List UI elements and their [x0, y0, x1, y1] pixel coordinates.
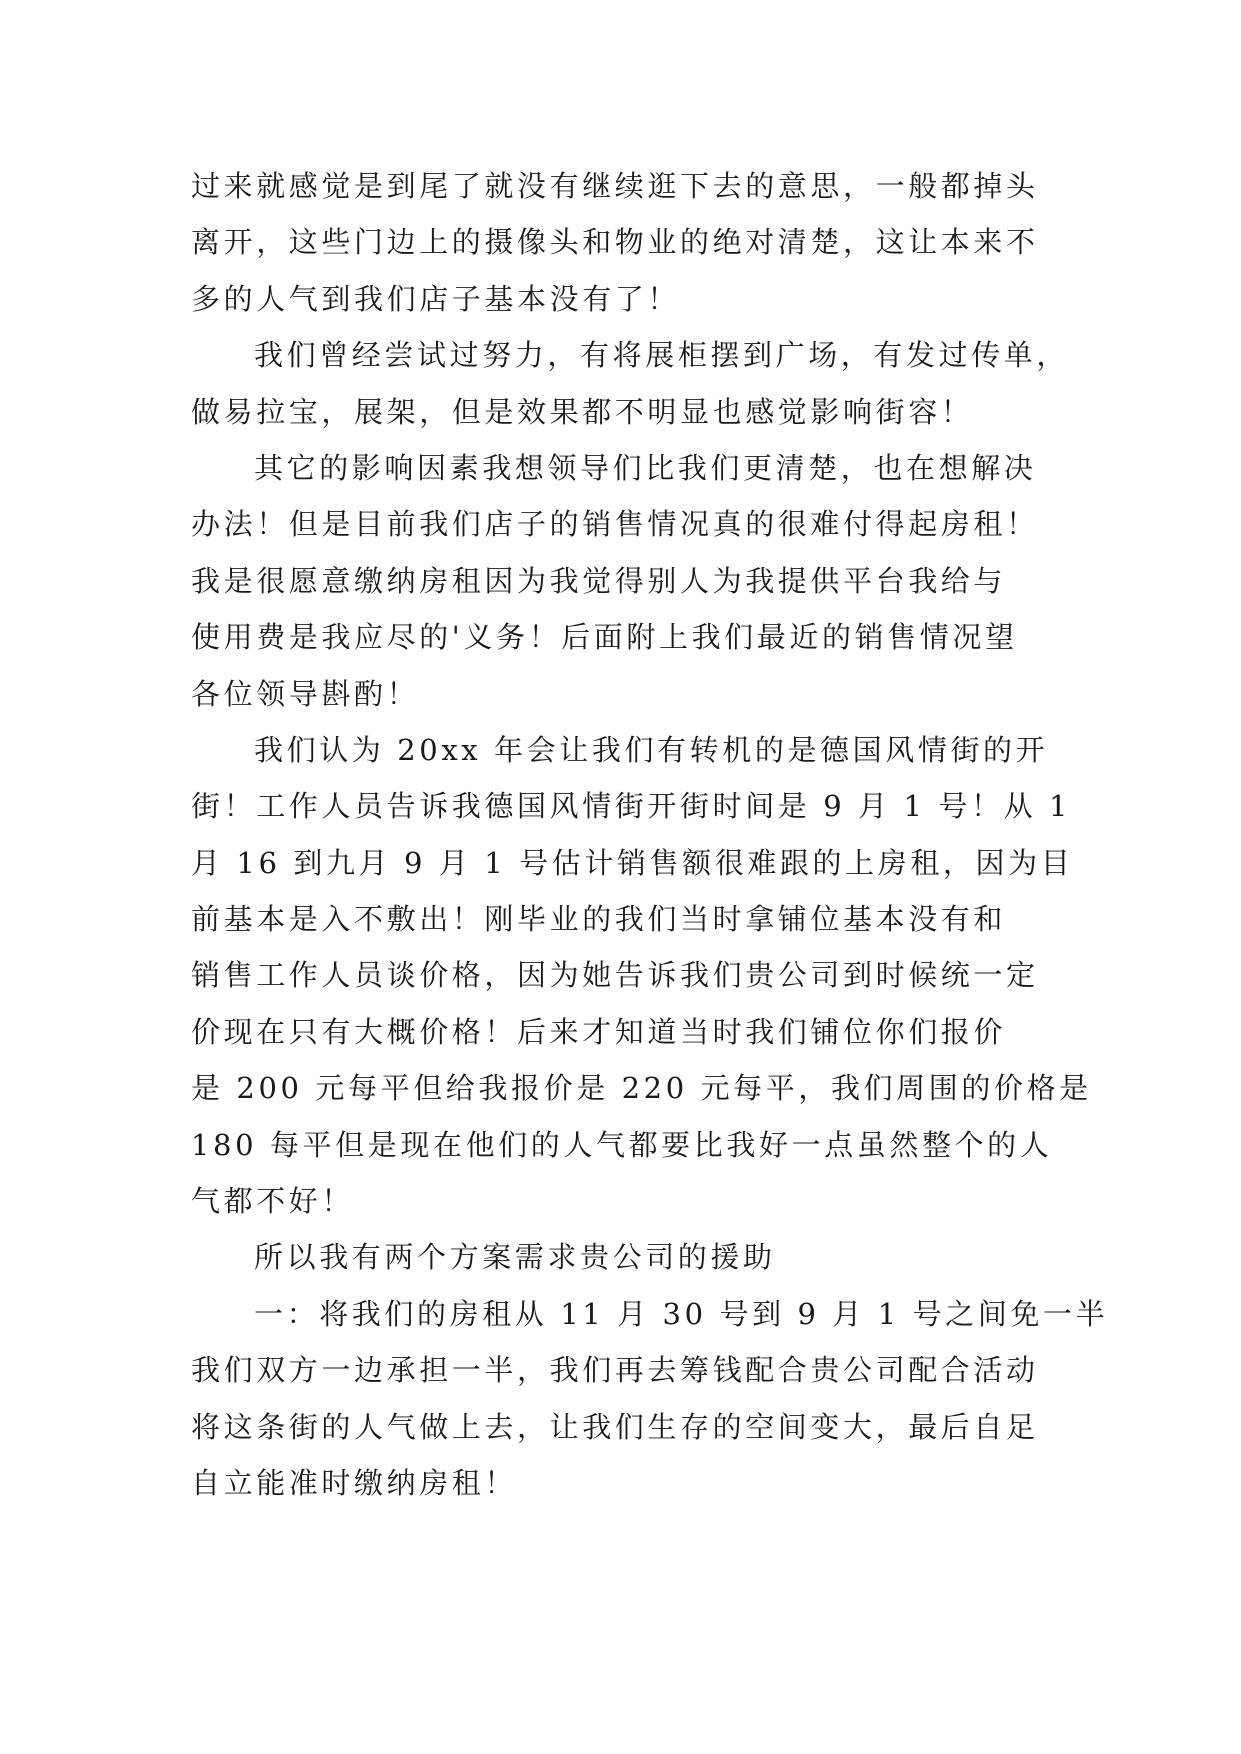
- text-line: 将这条街的人气做上去，让我们生存的空间变大，最后自足: [191, 1409, 1039, 1444]
- text-line: 过来就感觉是到尾了就没有继续逛下去的意思，一般都掉头: [191, 169, 1039, 203]
- text-line: 各位领导斟酌！: [191, 676, 420, 711]
- text-line: 所以我有两个方案需求贵公司的援助: [254, 1240, 776, 1275]
- text-line: 气都不好！: [191, 1184, 355, 1219]
- text-line: 离开，这些门边上的摄像头和物业的绝对清楚，这让本来不: [191, 225, 1039, 260]
- text-line: 我是很愿意缴纳房租因为我觉得别人为我提供平台我给与: [191, 563, 1007, 598]
- text-line: 其它的影响因素我想领导们比我们更清楚，也在想解决: [254, 450, 1037, 485]
- text-line: 自立能准时缴纳房租！: [191, 1465, 518, 1500]
- text-line: 月 16 到九月 9 月 1 号估计销售额很难跟的上房租，因为目: [191, 845, 1074, 880]
- body-text: [191, 158, 1109, 1511]
- text-line: 价现在只有大概价格！后来才知道当时我们铺位你们报价: [191, 1014, 1007, 1049]
- text-line: 使用费是我应尽的'义务！后面附上我们最近的销售情况望: [191, 620, 1018, 655]
- text-line: 一：将我们的房租从 11 月 30 号到 9 月 1 号之间免一半: [254, 1296, 1109, 1331]
- text-line: 办法！但是目前我们店子的销售情况真的很难付得起房租！: [191, 507, 1039, 542]
- text-line: 我们曾经尝试过努力，有将展柜摆到广场，有发过传单，: [254, 338, 1070, 373]
- text-line: 街！工作人员告诉我德国风情街开街时间是 9 月 1 号！从 1: [191, 789, 1072, 824]
- text-line: 前基本是入不敷出！刚毕业的我们当时拿铺位基本没有和: [191, 902, 1007, 937]
- text-line: 180 每平但是现在他们的人气都要比我好一点虽然整个的人: [191, 1127, 1053, 1162]
- text-line: 做易拉宝，展架，但是效果都不明显也感觉影响街容！: [191, 394, 974, 429]
- text-line: 销售工作人员谈价格，因为她告诉我们贵公司到时候统一定: [191, 958, 1039, 993]
- text-line: 我们认为 20xx 年会让我们有转机的是德国风情街的开: [254, 732, 1049, 767]
- text-line: 多的人气到我们店子基本没有了！: [191, 281, 681, 316]
- text-line: 我们双方一边承担一半，我们再去筹钱配合贵公司配合活动: [191, 1353, 1039, 1388]
- text-line: 是 200 元每平但给我报价是 220 元每平，我们周围的价格是: [191, 1071, 1092, 1106]
